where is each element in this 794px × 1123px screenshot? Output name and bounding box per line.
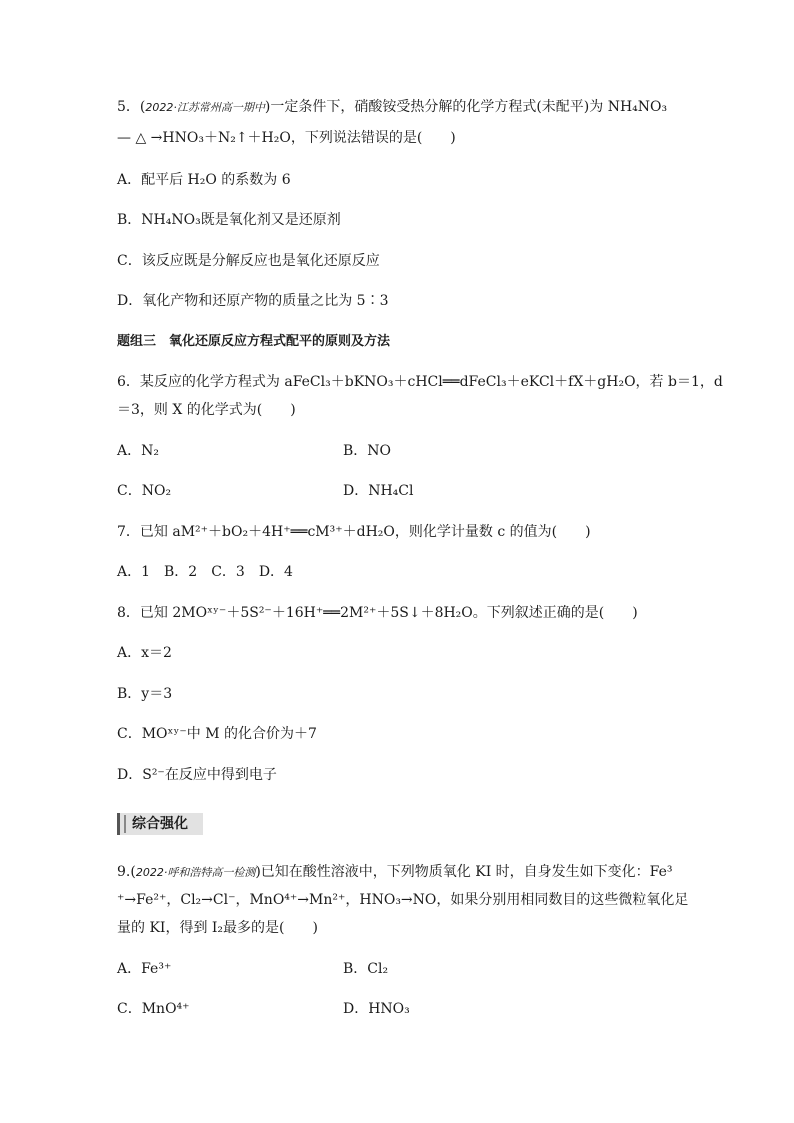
q9-line2: ⁺→Fe²⁺，Cl₂→Cl⁻，MnO⁴⁺→Mn²⁺，HNO₃→NO，如果分别用相同数目的这些微粒氧化足: [117, 892, 689, 908]
q7-line1: 7．已知 aM²⁺＋bO₂＋4H⁺══cM³⁺＋dH₂O，则化学计量数 c 的值为( ): [117, 524, 591, 540]
q8-option-b: B．y＝3: [117, 686, 173, 702]
q6-option-b: B．NO: [343, 443, 392, 459]
q5-option-c: C．该反应既是分解反应也是氧化还原反应: [117, 253, 380, 269]
q6-option-c: C．NO₂: [117, 483, 172, 499]
q5-number: 5．(: [117, 99, 146, 115]
group3-heading: 题组三 氧化还原反应方程式配平的原则及方法: [117, 334, 391, 349]
section-banner-title: 综合强化: [132, 816, 188, 832]
q8-option-c: C．MOˣʸ⁻中 M 的化合价为＋7: [117, 726, 317, 742]
q9-source: 2022·呼和浩特高一检测: [135, 866, 256, 879]
banner-accent-bar: [124, 815, 126, 833]
q5-stem-cont: HNO₃＋N₂↑＋H₂O，下列说法错误的是( ): [162, 130, 456, 146]
q9-option-d: D．HNO₃: [343, 1001, 410, 1017]
q8-line1: 8．已知 2MOˣʸ⁻＋5S²⁻＋16H⁺══2M²⁺＋5S↓＋8H₂O。下列叙述正确的是( ): [117, 605, 638, 621]
q5-option-b: B．NH₄NO₃既是氧化剂又是还原剂: [117, 212, 341, 228]
q6-option-d: D．NH₄Cl: [343, 483, 414, 499]
q7-options: A．1 B．2 C．3 D．4: [117, 564, 293, 580]
q5-source: 2022·江苏常州高一期中: [145, 101, 265, 114]
q9-line1: [117, 862, 673, 883]
q5-heat-arrow: — △ →: [117, 130, 163, 146]
q9-number: 9.(: [117, 864, 136, 880]
q6-line2: ＝3，则 X 的化学式为( ): [117, 402, 296, 418]
q9-line3: 量的 KI，得到 I₂最多的是( ): [117, 920, 318, 936]
q5-option-d: D．氧化产物和还原产物的质量之比为 5∶3: [117, 293, 389, 309]
q5-stem: )一定条件下，硝酸铵受热分解的化学方程式(未配平)为 NH₄NO₃: [264, 99, 668, 115]
q5-line2: [117, 128, 456, 148]
q5-line1: [117, 97, 667, 118]
q8-option-d: D．S²⁻在反应中得到电子: [117, 767, 277, 783]
q9-option-c: C．MnO⁴⁺: [117, 1001, 190, 1017]
q9-option-a: A．Fe³⁺: [117, 961, 172, 977]
q9-stem: )已知在酸性溶液中，下列物质氧化 KI 时，自身发生如下变化：Fe³: [255, 864, 673, 880]
q6-line1: 6．某反应的化学方程式为 aFeCl₃＋bKNO₃＋cHCl══dFeCl₃＋eKCl＋fX＋gH₂O，若 b＝1，d: [117, 374, 723, 390]
q9-option-b: B．Cl₂: [343, 961, 389, 977]
section-banner: [117, 813, 203, 835]
q5-option-a: A．配平后 H₂O 的系数为 6: [117, 172, 291, 188]
q8-option-a: A．x＝2: [117, 645, 172, 661]
q6-option-a: A．N₂: [117, 443, 159, 459]
